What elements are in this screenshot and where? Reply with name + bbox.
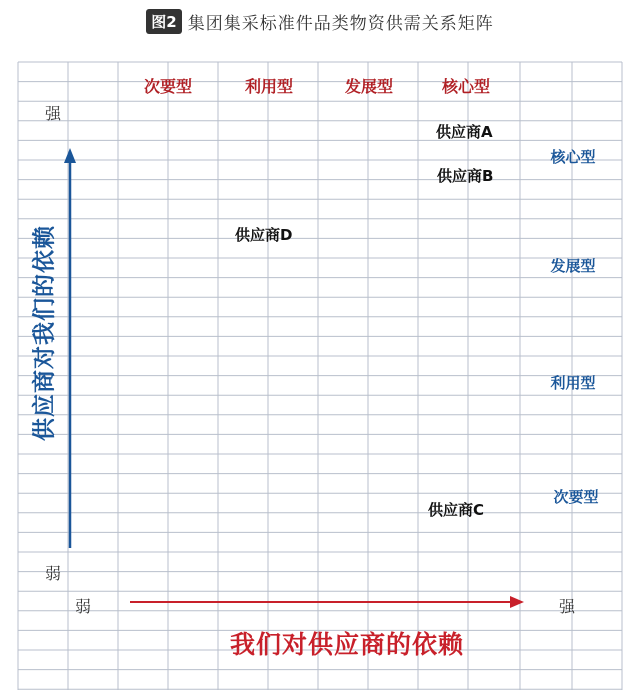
supplier-a-label: 供应商A — [436, 123, 493, 141]
y-axis-weak-label: 弱 — [45, 564, 62, 583]
column-header-development: 发展型 — [344, 77, 394, 96]
x-axis-weak-label: 弱 — [75, 597, 92, 616]
y-axis-arrow-head — [64, 148, 76, 163]
row-label-secondary: 次要型 — [553, 488, 599, 506]
figure-number-tag: 图2 — [146, 9, 181, 34]
supplier-c-label: 供应商C — [428, 501, 485, 519]
figure-title-text: 集团集采标准件品类物资供需关系矩阵 — [187, 13, 494, 34]
x-axis-arrow-head — [510, 596, 524, 608]
column-header-secondary: 次要型 — [143, 77, 193, 96]
x-axis-title: 我们对供应商的依赖 — [229, 630, 465, 659]
row-label-core: 核心型 — [550, 148, 596, 166]
supplier-d-label: 供应商D — [235, 226, 293, 244]
x-axis-strong-label: 强 — [559, 597, 576, 616]
row-label-leverage: 利用型 — [550, 374, 596, 392]
column-header-leverage: 利用型 — [244, 77, 294, 96]
row-label-development: 发展型 — [550, 257, 596, 275]
grid-lines — [18, 62, 622, 690]
supplier-b-label: 供应商B — [437, 167, 494, 185]
y-axis-title: 供应商对我们的依赖 — [31, 225, 58, 441]
column-header-core: 核心型 — [441, 77, 491, 96]
y-axis-strong-label: 强 — [45, 104, 62, 123]
